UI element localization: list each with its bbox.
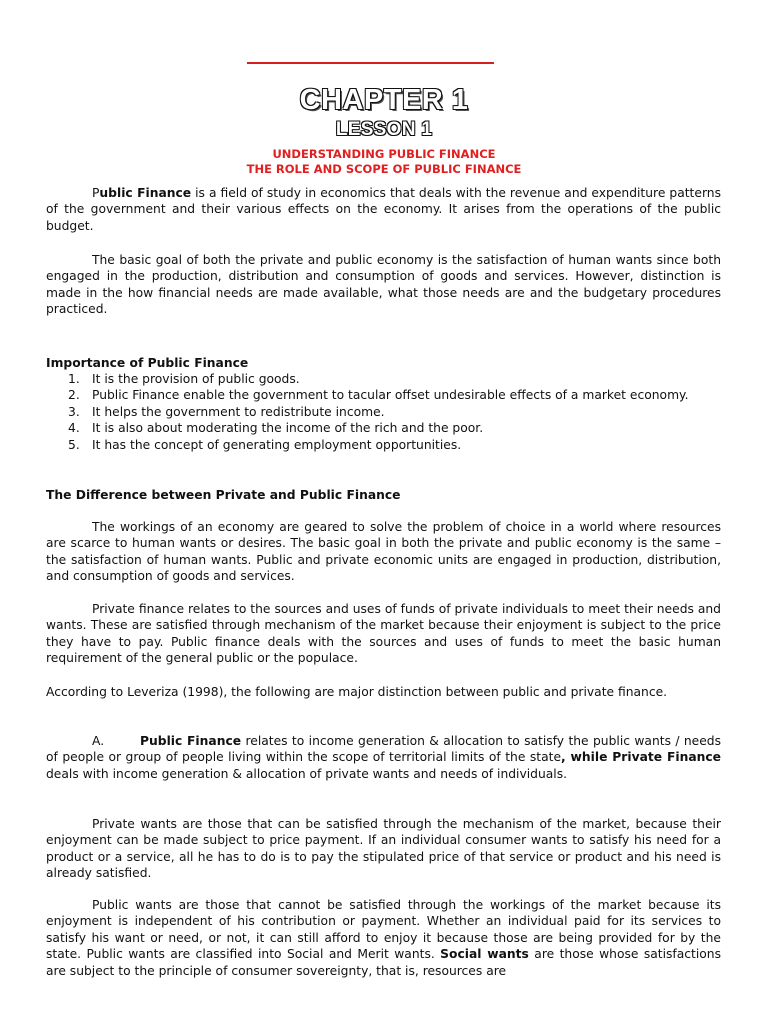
subtitle-role-scope: THE ROLE AND SCOPE OF PUBLIC FINANCE: [246, 162, 522, 176]
difference-heading: The Difference between Private and Public Finance: [46, 488, 401, 502]
item-a-paragraph: A. Public Finance relates to income generation & allocation to satisfy the public wants / needs of people or group of people living within the scope of territorial limits of the state, while Private Finance deals with income generation & allocation of private wants and needs of individuals.: [46, 734, 722, 781]
list-item: 1. It is the provision of public goods.: [68, 372, 300, 386]
public-wants-paragraph: Public wants are those that cannot be satisfied through the workings of the market because its enjoyment is independent of his contribution or payment. Whether an individual paid for its services to satisfy his want or need, or not, it can still afford to enjoy it because those are being provided for by the state. Public wants are classified into Social and Merit wants. Social wants are those whose satisfactions are subject to the principle of consumer sovereignty, that is, resources are: [46, 898, 722, 978]
item-a-label: A.: [92, 734, 105, 748]
top-red-rule: [247, 62, 494, 64]
list-item: 2. Public Finance enable the government to tacular offset undesirable effects of a market economy.: [68, 388, 689, 403]
list-item: 4. It is also about moderating the income of the rich and the poor.: [68, 421, 484, 436]
private-finance-paragraph: Private finance relates to the sources and uses of funds of private individuals to meet their needs and wants. These are satisfied through mechanism of the market because their enjoyment is subject to the price they have to pay. Public finance deals with the sources and uses of funds to meet the basic human requirement of the general public or the populace.: [46, 602, 721, 666]
lesson-title: LESSON 1: [335, 119, 433, 140]
intro-paragraph: Public Finance is a field of study in economics that deals with the revenue and expenditure patterns of the government and their various effects on the economy. It arises from the operations of the public budget.: [46, 186, 721, 233]
leveriza-paragraph: According to Leveriza (1998), the following are major distinction between public and private finance.: [46, 685, 668, 699]
importance-heading: Importance of Public Finance: [46, 356, 249, 370]
importance-list: [68, 371, 712, 453]
subtitle-understanding: UNDERSTANDING PUBLIC FINANCE: [272, 147, 496, 161]
private-wants-paragraph: Private wants are those that can be satisfied through the mechanism of the market, because their enjoyment can be made subject to price payment. If an individual consumer wants to satisfy his need for a product or a service, all he has to do is to pay the stipulated price of that service or product and his need is already satisfied.: [46, 817, 721, 881]
workings-paragraph: The workings of an economy are geared to solve the problem of choice in a world where resources are scarce to human wants or desires. The basic goal in both the private and public economy is the same – the satisfaction of human wants. Public and private economic units are engaged in production, distribution, and consumption of goods and services.: [46, 520, 721, 584]
list-item: 5. It has the concept of generating employment opportunities.: [68, 437, 462, 452]
list-item: 3. It helps the government to redistribute income.: [68, 404, 385, 419]
basic-goal-paragraph: The basic goal of both the private and public economy is the satisfaction of human wants since both engaged in the production, distribution and consumption of goods and services. However, distinction is made in the how financial needs are made available, what those needs are and the budgetary procedures practiced.: [46, 253, 721, 317]
chapter-title: CHAPTER 1: [299, 84, 469, 116]
